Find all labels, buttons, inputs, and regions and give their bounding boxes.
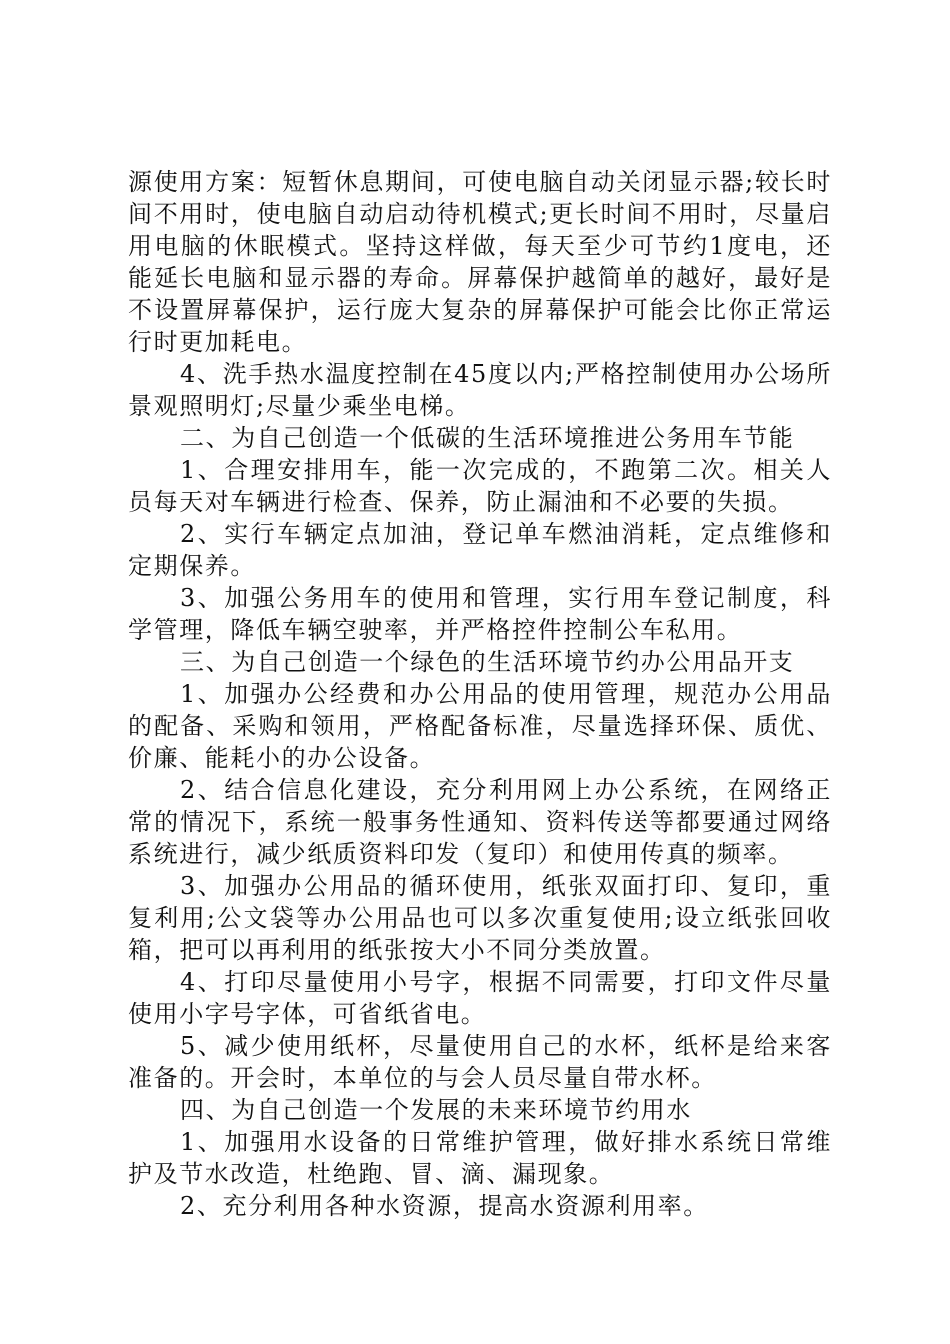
paragraph-paper-cups: 5、减少使用纸杯，尽量使用自己的水杯，纸杯是给来客准备的。开会时，本单位的与会人员尽量自带水杯。: [128, 1032, 832, 1092]
paragraph-water-resources: 2、充分利用各种水资源，提高水资源利用率。: [180, 1192, 709, 1220]
paragraph-small-font-printing: 4、打印尽量使用小号字，根据不同需要，打印文件尽量使用小字号字体，可省纸省电。: [128, 968, 832, 1028]
paragraph-water-maintenance: 1、加强用水设备的日常维护管理，做好排水系统日常维护及节水改造，杜绝跑、冒、滴、漏现象。: [128, 1128, 832, 1188]
paragraph-online-office: 2、结合信息化建设，充分利用网上办公系统，在网络正常的情况下，系统一般事务性通知、资料传送等都要通过网络系统进行，减少纸质资料印发（复印）和使用传真的频率。: [128, 776, 832, 868]
section-heading-water-saving: 四、为自己创造一个发展的未来环境节约用水: [180, 1096, 692, 1124]
paragraph-vehicle-management: 3、加强公务用车的使用和管理，实行用车登记制度，科学管理，降低车辆空驶率，并严格控件控制公车私用。: [128, 584, 832, 644]
section-heading-office-supplies: 三、为自己创造一个绿色的生活环境节约办公用品开支: [180, 648, 795, 676]
paragraph-vehicle-refueling: 2、实行车辆定点加油，登记单车燃油消耗，定点维修和定期保养。: [128, 520, 832, 580]
document-body: [128, 166, 832, 1222]
paragraph-energy-plan-continued: 源使用方案：短暂休息期间，可使电脑自动关闭显示器;较长时间不用时，使电脑自动启动待机模式;更长时间不用时，尽量启用电脑的休眠模式。坚持这样做，每天至少可节约1度电，还能延长电脑和显示器的寿命。屏幕保护越简单的越好，最好是不设置屏幕保护，运行庞大复杂的屏幕保护可能会比你正常运行时更加耗电。: [128, 168, 832, 356]
section-heading-vehicle-energy: 二、为自己创造一个低碳的生活环境推进公务用车节能: [180, 424, 795, 452]
paragraph-vehicle-scheduling: 1、合理安排用车，能一次完成的，不跑第二次。相关人员每天对车辆进行检查、保养，防止漏油和不必要的失损。: [128, 456, 832, 516]
paragraph-supplies-recycling: 3、加强办公用品的循环使用，纸张双面打印、复印，重复利用;公文袋等办公用品也可以多次重复使用;设立纸张回收箱，把可以再利用的纸张按大小不同分类放置。: [128, 872, 832, 964]
paragraph-supplies-management: 1、加强办公经费和办公用品的使用管理，规范办公用品的配备、采购和领用，严格配备标准，尽量选择环保、质优、价廉、能耗小的办公设备。: [128, 680, 832, 772]
paragraph-hot-water-lighting: 4、洗手热水温度控制在45度以内;严格控制使用办公场所景观照明灯;尽量少乘坐电梯。: [128, 360, 832, 420]
